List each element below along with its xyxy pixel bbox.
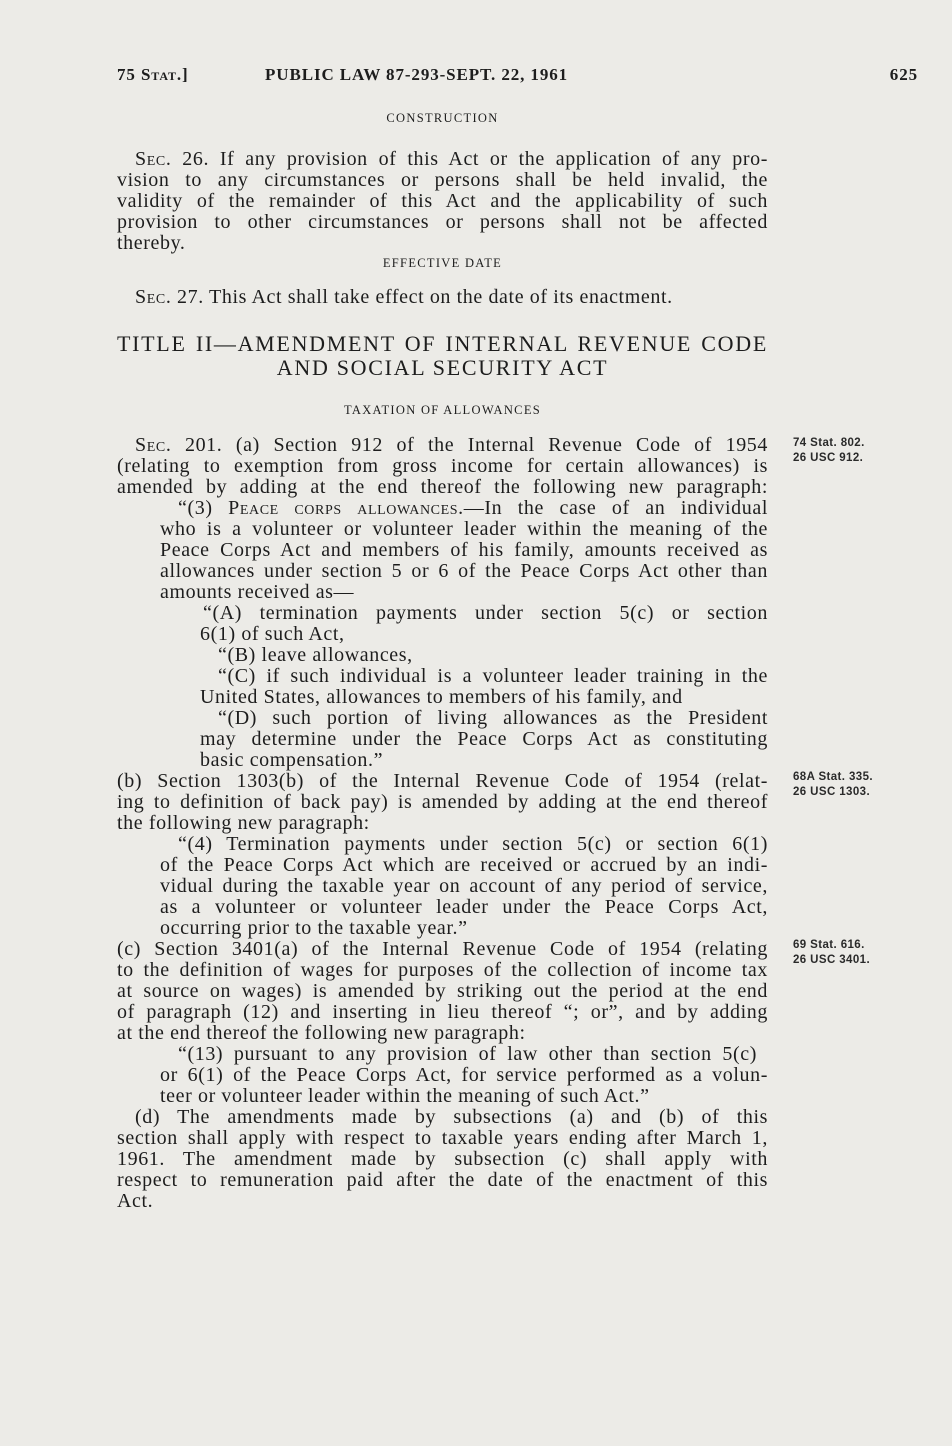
section-label: Sec. [135, 148, 172, 170]
text-line: (b) Section 1303(b) of the Internal Revenue Code of 1954 (relat- [117, 770, 768, 792]
law-title: PUBLIC LAW 87-293-SEPT. 22, 1961 [265, 65, 569, 84]
section-first-line [135, 435, 768, 456]
title-line: AND SOCIAL SECURITY ACT [276, 355, 609, 380]
margin-note [793, 436, 865, 466]
text-line: (relating to exemption from gross income for certain allowances) is [117, 455, 768, 477]
text-line: “(C) if such individual is a volunteer leader training in the [218, 665, 768, 687]
text-line: allowances under section 5 or 6 of the Peace Corps Act other than [160, 560, 768, 582]
paragraph-caption: Peace corps allowances [228, 497, 459, 519]
text-line: as a volunteer or volunteer leader under the Peace Corps Act, [160, 896, 768, 918]
margin-note-citation: 74 Stat. 802. [793, 437, 865, 449]
text-line: “(4) Termination payments under section 5(c) or section 6(1) [178, 833, 768, 855]
text-line: “(A) termination payments under section 5(c) or section [203, 602, 768, 624]
text-line: the following new paragraph: [117, 812, 370, 834]
text-line: may determine under the Peace Corps Act as constituting [200, 728, 768, 750]
margin-note-code: 26 USC 1303. [793, 786, 871, 798]
text-line: provision to other circumstances or persons shall not be affected [117, 211, 768, 233]
text-line: ing to definition of back pay) is amended by adding at the end thereof [117, 791, 768, 813]
paragraph-number: “(3) [178, 497, 229, 519]
section-label: Sec. [135, 434, 172, 456]
text-line: Act. [117, 1190, 154, 1212]
text-line: United States, allowances to members of his family, and [200, 686, 683, 708]
text-line: (d) The amendments made by subsections (a) and (b) of this [135, 1106, 768, 1128]
margin-note [793, 938, 870, 968]
text-line: of paragraph (12) and inserting in lieu thereof “; or”, and by adding [117, 1001, 768, 1023]
text-line: amended by adding at the end thereof the following new paragraph: [117, 476, 768, 498]
text-line: thereby. [117, 232, 186, 254]
text-line: to the definition of wages for purposes of the collection of income tax [117, 959, 768, 981]
margin-note [793, 770, 873, 800]
text-line: vision to any circumstances or persons shall be held invalid, the [117, 169, 768, 191]
page-number: 625 [889, 65, 918, 84]
text-line: of the Peace Corps Act which are received or accrued by an indi- [160, 854, 768, 876]
section-heading: TAXATION OF ALLOWANCES [343, 403, 542, 417]
text-line: at source on wages) is amended by striking out the period at the end [117, 980, 768, 1002]
margin-note-citation: 69 Stat. 616. [793, 939, 865, 951]
text-line: teer or volunteer leader within the meaning of such Act.” [160, 1085, 650, 1107]
margin-note-code: 26 USC 3401. [793, 954, 871, 966]
section-heading: EFFECTIVE DATE [382, 256, 503, 270]
text-line: at the end thereof the following new paragraph: [117, 1022, 526, 1044]
paragraph-3-line [178, 498, 768, 519]
margin-note-citation: 68A Stat. 335. [793, 771, 873, 783]
text-line: or 6(1) of the Peace Corps Act, for service performed as a volun- [160, 1064, 768, 1086]
section-text: 201. (a) Section 912 of the Internal Revenue Code of 1954 [171, 434, 768, 456]
text-line: occurring prior to the taxable year.” [160, 917, 468, 939]
volume-reference: 75 Stat.] [117, 65, 189, 84]
section-label: Sec. [135, 286, 172, 308]
text-line: 6(1) of such Act, [200, 623, 345, 645]
text-line: (c) Section 3401(a) of the Internal Revenue Code of 1954 (relating [117, 938, 768, 960]
text-line: “(B) leave allowances, [218, 644, 413, 666]
section-text: 26. If any provision of this Act or the application of any pro- [171, 148, 768, 170]
text-line: amounts received as— [160, 581, 355, 603]
text-line: respect to remuneration paid after the date of the enactment of this [117, 1169, 768, 1191]
section-first-line [135, 149, 768, 170]
text-line: “(13) pursuant to any provision of law other than section 5(c) [178, 1043, 757, 1065]
title-line: TITLE II—AMENDMENT OF INTERNAL REVENUE CODE [117, 331, 768, 356]
paragraph-text: .—In the case of an individual [458, 497, 768, 519]
text-line: 1961. The amendment made by subsection (c) shall apply with [117, 1148, 768, 1170]
margin-note-code: 26 USC 912. [793, 452, 864, 464]
text-line: Peace Corps Act and members of his family, amounts received as [160, 539, 768, 561]
section-heading: CONSTRUCTION [386, 111, 499, 125]
section-text: 27. This Act shall take effect on the date of its enactment. [171, 286, 673, 308]
section-first-line [135, 287, 768, 308]
text-line: basic compensation.” [200, 749, 384, 771]
text-line: who is a volunteer or volunteer leader within the meaning of the [160, 518, 768, 540]
text-line: section shall apply with respect to taxable years ending after March 1, [117, 1127, 768, 1149]
text-line: validity of the remainder of this Act and the applicability of such [117, 190, 768, 212]
text-line: vidual during the taxable year on account of any period of service, [160, 875, 768, 897]
text-line: “(D) such portion of living allowances as the President [218, 707, 768, 729]
